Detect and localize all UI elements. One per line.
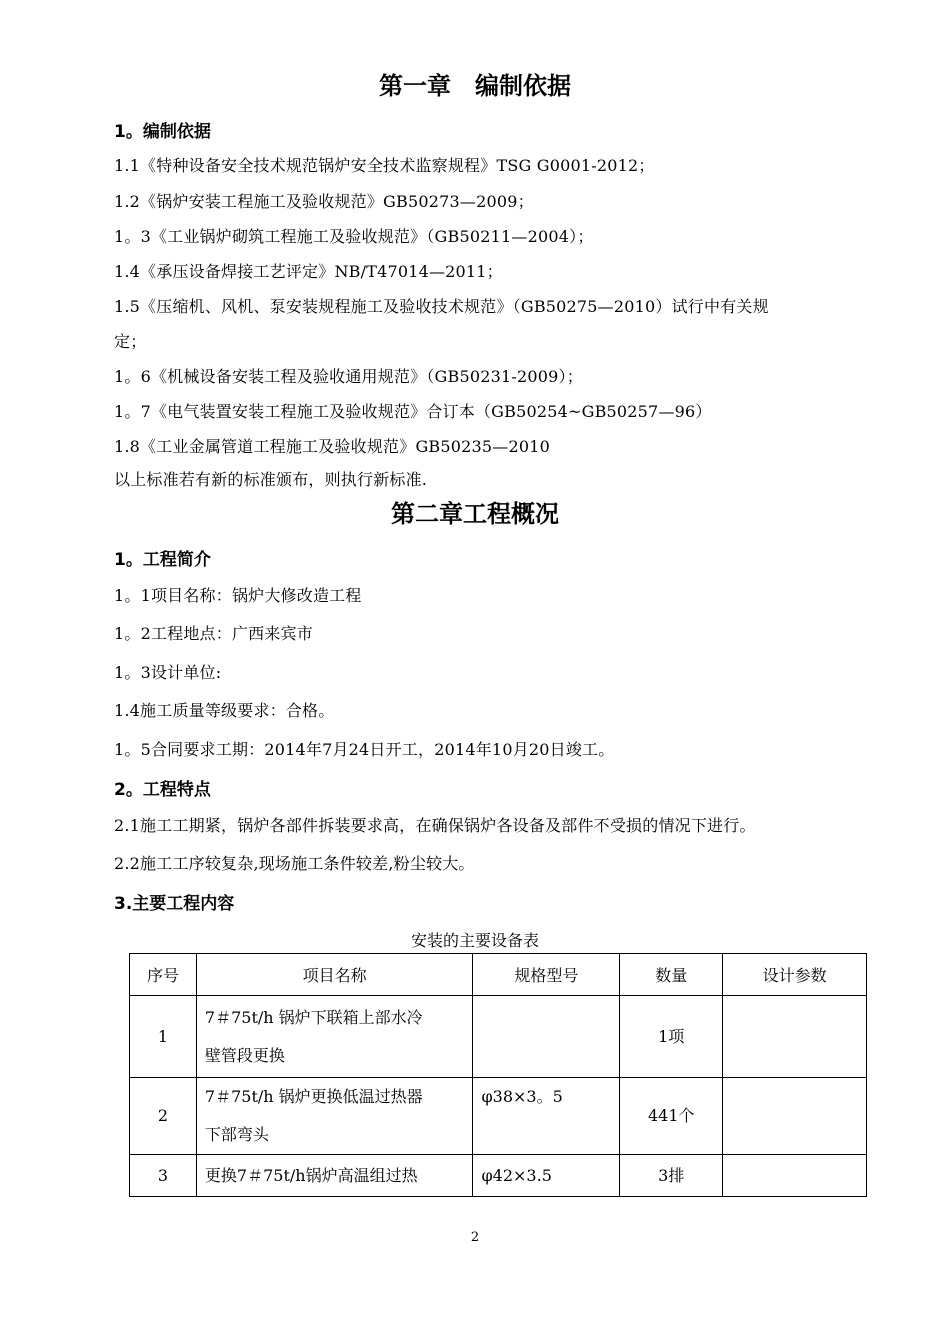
cell-param — [723, 1155, 867, 1197]
cell-spec: φ38×3。5 — [473, 1078, 620, 1155]
cell-qty: 3排 — [620, 1155, 723, 1197]
column-header: 设计参数 — [723, 954, 867, 996]
paragraph: 定； — [114, 332, 147, 351]
chapter2-title: 第二章工程概况 — [391, 500, 559, 528]
paragraph: 1.1《特种设备安全技术规范锅炉安全技术监察规程》TSG G0001-2012； — [114, 156, 655, 175]
paragraph: 1。3《工业锅炉砌筑工程施工及验收规范》（GB50211—2004）； — [114, 227, 594, 246]
cell-param — [723, 1078, 867, 1155]
paragraph: 1。2工程地点：广西来宾市 — [114, 624, 313, 643]
table-row — [130, 1155, 867, 1197]
column-header: 项目名称 — [196, 954, 473, 996]
section-heading: 1。编制依据 — [114, 122, 211, 142]
paragraph: 以上标准若有新的标准颁布，则执行新标准. — [114, 470, 428, 489]
paragraph: 1.5《压缩机、风机、泵安装规程施工及验收技术规范》（GB50275—2010）试行中有关规 — [114, 297, 769, 316]
table-row — [130, 996, 867, 1078]
cell-name-line: 下部弯头 — [204, 1125, 269, 1144]
paragraph: 1。3设计单位: — [114, 663, 222, 682]
cell-name-line: 7＃75t/h 锅炉更换低温过热器 — [204, 1087, 423, 1106]
table-row — [130, 1078, 867, 1155]
cell-name — [196, 1155, 473, 1197]
paragraph: 1。1项目名称：锅炉大修改造工程 — [114, 586, 362, 605]
cell-qty: 1项 — [620, 996, 723, 1078]
paragraph: 1。7《电气装置安装工程施工及验收规范》合订本（GB50254~GB50257—96） — [114, 402, 712, 421]
paragraph: 1。6《机械设备安装工程及验收通用规范》（GB50231-2009）； — [114, 367, 583, 386]
cell-name — [196, 1078, 473, 1155]
column-header: 数量 — [620, 954, 723, 996]
column-header: 序号 — [130, 954, 197, 996]
cell-no: 1 — [130, 996, 197, 1078]
section-heading: 3.主要工程内容 — [114, 894, 235, 914]
cell-param — [723, 996, 867, 1078]
table-caption: 安装的主要设备表 — [410, 931, 539, 950]
cell-spec: φ42×3.5 — [473, 1155, 620, 1197]
paragraph: 2.1施工工期紧，锅炉各部件拆装要求高，在确保锅炉各设备及部件不受损的情况下进行。 — [114, 816, 756, 835]
table-header-row — [130, 954, 867, 996]
chapter1-title: 第一章 编制依据 — [379, 72, 571, 100]
paragraph: 1.4施工质量等级要求：合格。 — [114, 701, 335, 720]
cell-name-line: 壁管段更换 — [204, 1045, 285, 1065]
paragraph: 1.8《工业金属管道工程施工及验收规范》GB50235—2010 — [114, 437, 551, 456]
cell-qty: 441个 — [620, 1078, 723, 1155]
cell-spec — [473, 996, 620, 1078]
cell-name-line: 更换7＃75t/h锅炉高温组过热 — [204, 1165, 418, 1185]
cell-no: 2 — [130, 1078, 197, 1155]
column-header: 规格型号 — [473, 954, 620, 996]
cell-no: 3 — [130, 1155, 197, 1197]
paragraph: 1.4《承压设备焊接工艺评定》NB/T47014—2011； — [114, 262, 503, 281]
page-number: 2 — [470, 1230, 480, 1245]
cell-name — [196, 996, 473, 1078]
paragraph: 2.2施工工序较复杂,现场施工条件较差,粉尘较大。 — [114, 854, 475, 873]
cell-name-line: 7＃75t/h 锅炉下联箱上部水冷 — [204, 1007, 423, 1027]
section-heading: 2。工程特点 — [114, 780, 211, 800]
paragraph: 1.2《锅炉安装工程施工及验收规范》GB50273—2009； — [114, 192, 534, 211]
equipment-table — [129, 953, 867, 1197]
paragraph: 1。5合同要求工期：2014年7月24日开工，2014年10月20日竣工。 — [114, 740, 615, 759]
section-heading: 1。工程简介 — [114, 550, 211, 570]
